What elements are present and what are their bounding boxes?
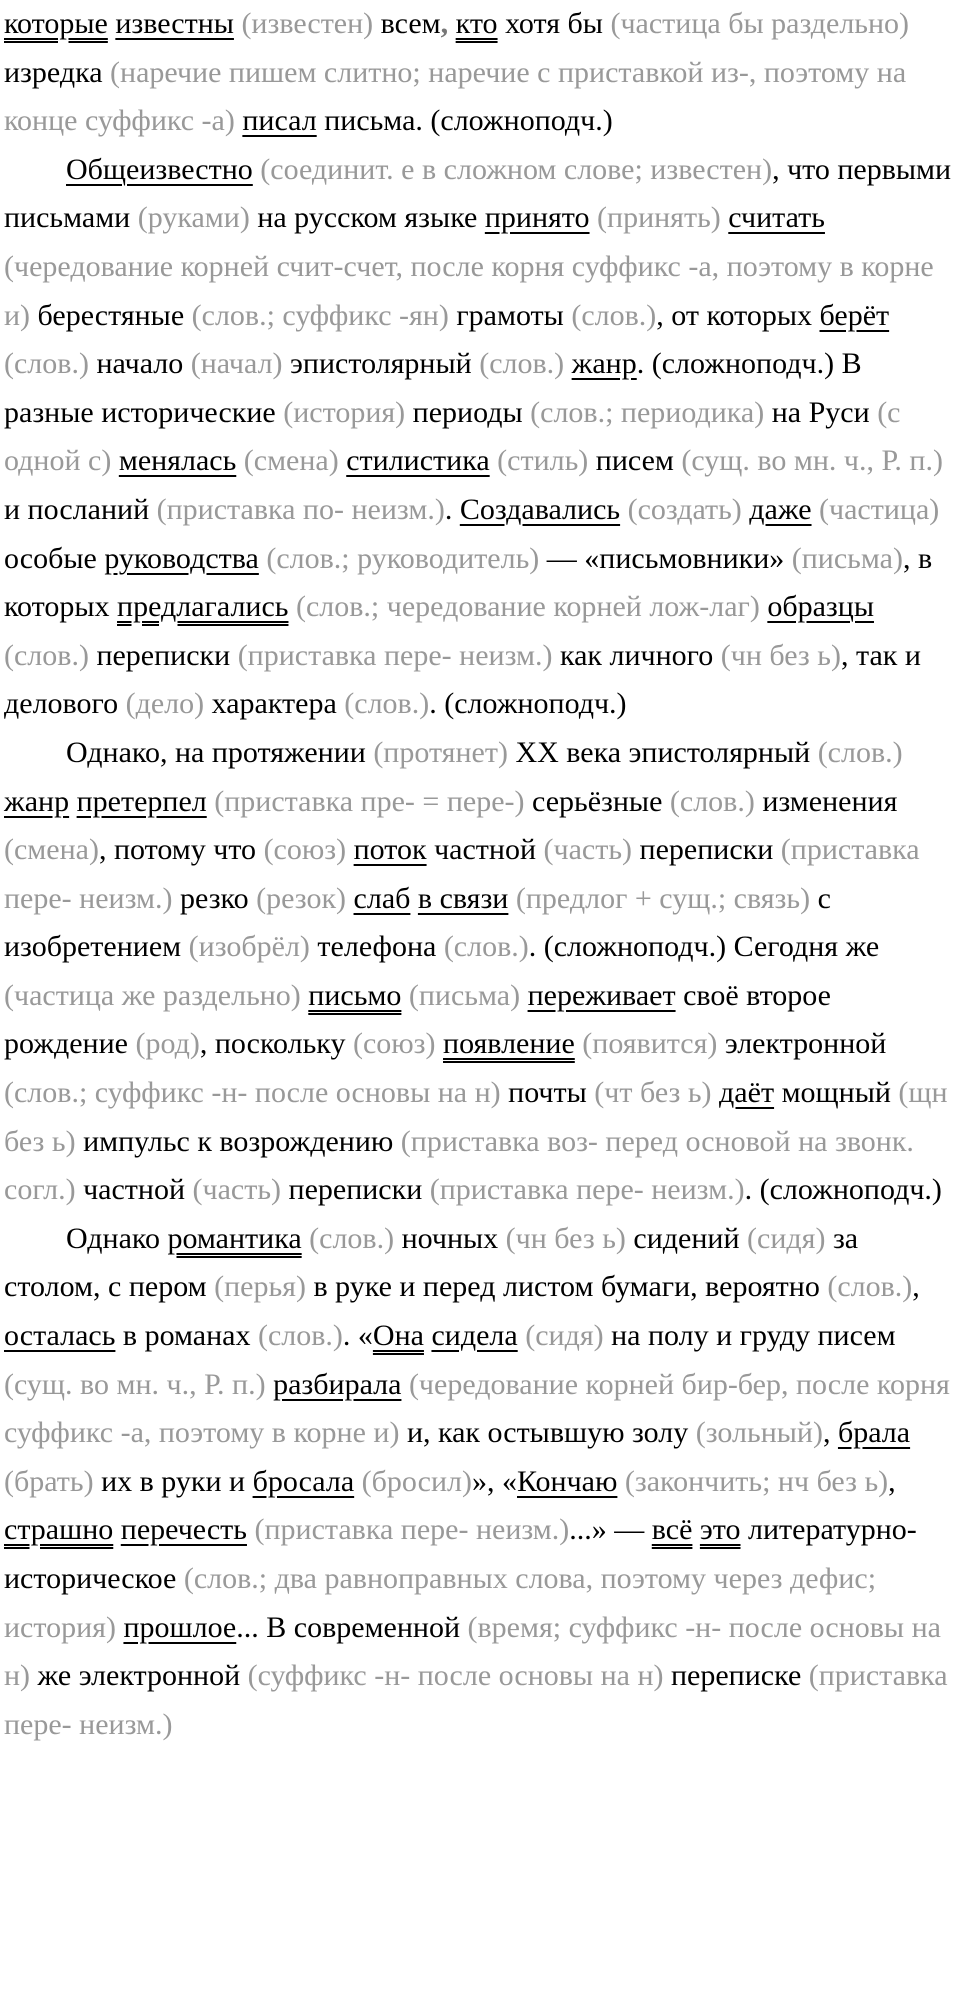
note: (частица) xyxy=(819,492,940,526)
text-run xyxy=(236,444,244,477)
text-run: импульс к возрождению xyxy=(75,1124,401,1158)
text-run: частной xyxy=(426,833,544,867)
note: (слов.) xyxy=(571,298,657,332)
note: (руками) xyxy=(137,201,250,235)
text-run xyxy=(288,590,296,623)
note: (слов.; суффикс -н- после основы на н) xyxy=(4,1076,501,1110)
underlined-word: писал xyxy=(242,104,317,138)
underlined-word: переживает xyxy=(527,978,676,1012)
note: (начал) xyxy=(190,347,283,381)
text-run: телефона xyxy=(309,930,444,964)
text-run: грамоты xyxy=(448,298,572,332)
text-run: в руке и перед листом бумаги, вероятно xyxy=(305,1270,828,1304)
text-run: сидений xyxy=(625,1221,748,1255)
note: (чт без ь) xyxy=(594,1076,712,1110)
text-run: за столом, с пером xyxy=(4,1221,859,1304)
text-run: серьёзные xyxy=(524,784,670,818)
underlined-word: претерпел xyxy=(76,784,207,818)
note: (сущ. во мн. ч., Р. п.) xyxy=(4,1367,266,1401)
text-run: почты xyxy=(500,1076,595,1110)
note: (история) xyxy=(283,395,406,429)
text-run xyxy=(712,1076,720,1109)
double-underlined-word: романтика xyxy=(167,1221,302,1255)
text-run: на русском языке xyxy=(249,201,485,235)
note: (приставка пере- неизм.) xyxy=(4,1659,948,1741)
note: (время; суффикс -н- после основы на н) xyxy=(4,1610,941,1693)
text-run: на полу и груду писем xyxy=(603,1319,896,1353)
note: (появится) xyxy=(582,1027,718,1061)
text-run: . (сложноподч.) xyxy=(429,687,627,721)
note: (принять) xyxy=(597,201,721,235)
double-underlined-word: всё xyxy=(651,1513,693,1547)
note: (известен) xyxy=(241,7,374,40)
note: (слов.) xyxy=(827,1270,913,1304)
text-run: же электронной xyxy=(30,1659,248,1693)
underlined-word: осталась xyxy=(4,1319,116,1353)
text-run xyxy=(401,979,409,1012)
note: (частица же раздельно) xyxy=(4,978,301,1012)
note: (письма) xyxy=(791,541,903,575)
double-underlined-word: появление xyxy=(443,1027,575,1061)
note: (слов.) xyxy=(257,1319,343,1353)
note: (слов.; два равноправных слова, поэтому через дефис; история) xyxy=(4,1562,877,1644)
underlined-word: Кончаю xyxy=(517,1464,618,1498)
note: (частица бы раздельно) xyxy=(610,7,910,40)
note: (наречие пишем слитно; наречие с приставкой из-, поэтому на конце суффикс -а) xyxy=(4,55,907,138)
text-run: письма. (сложноподч.) xyxy=(316,104,613,138)
note: (сидя) xyxy=(525,1319,604,1353)
text-run: литературно-историческое xyxy=(4,1513,917,1595)
text-run: переписки xyxy=(632,833,781,867)
note: (приставка пре- = пере-) xyxy=(214,784,525,818)
text-run: . (сложноподч.) xyxy=(744,1173,942,1207)
note: (часть) xyxy=(543,833,633,867)
text-run xyxy=(692,1513,700,1546)
punct-mark: , xyxy=(440,7,449,40)
note: (протянет) xyxy=(373,735,508,769)
underlined-word: поток xyxy=(353,833,427,867)
text-run: — «письмовники» xyxy=(539,541,792,575)
underlined-word: жанр xyxy=(571,347,637,381)
note: (слов.; суффикс -ян) xyxy=(191,298,449,332)
text-run: всем xyxy=(373,7,441,40)
text-run: своё второе рождение xyxy=(4,978,831,1061)
text-run: с изобретением xyxy=(4,881,831,964)
note: (слов.) xyxy=(4,638,89,672)
text-run: мощный xyxy=(774,1076,899,1110)
text-run: , от которых xyxy=(656,298,820,332)
text-run xyxy=(401,1368,409,1401)
text-run xyxy=(508,882,516,915)
underlined-word: даже xyxy=(749,492,812,526)
underlined-word: известны xyxy=(115,7,234,40)
text-run: переписки xyxy=(281,1173,430,1207)
note: (дело) xyxy=(125,687,205,721)
underlined-word: Общеизвестно xyxy=(66,152,253,186)
note: (приставка по- неизм.) xyxy=(156,492,445,526)
note: (щн без ь) xyxy=(4,1076,948,1158)
underlined-word: руководства xyxy=(104,541,259,575)
text-run xyxy=(448,7,456,40)
text-run: переписке xyxy=(663,1659,809,1693)
text-run: как личного xyxy=(552,638,721,672)
underlined-word: сидела xyxy=(431,1319,518,1353)
text-run xyxy=(346,833,354,866)
text-run xyxy=(590,201,598,234)
note: (закончить; нч без ь) xyxy=(624,1464,889,1498)
note: (чередование корней счит-счет, после корня суффикс -а, поэтому в корне и) xyxy=(4,249,934,332)
note: (смена) xyxy=(243,444,339,478)
text-run xyxy=(354,1465,362,1498)
text-run: . xyxy=(444,492,460,526)
text-run: и посланий xyxy=(4,492,157,526)
text-run: их в руки и xyxy=(93,1464,253,1498)
text-run xyxy=(617,1465,625,1498)
text-run xyxy=(436,1027,444,1060)
text-run xyxy=(410,882,418,915)
underlined-word: перечесть xyxy=(120,1513,247,1547)
text-run: и, как остывшую золу xyxy=(399,1416,696,1450)
text-run: особые xyxy=(4,541,105,575)
underlined-word: даёт xyxy=(719,1076,775,1110)
text-run: , поскольку xyxy=(199,1027,353,1061)
text-run xyxy=(520,979,528,1012)
note: (слов.; чередование корней лож-лаг) xyxy=(295,590,760,624)
note: (союз) xyxy=(263,833,347,867)
underlined-word: прошлое xyxy=(123,1610,237,1644)
underlined-word: стилистика xyxy=(346,444,490,478)
note: (слов.) xyxy=(4,347,89,381)
text-run: , что первыми письмами xyxy=(4,152,952,235)
note: (приставка пере- неизм.) xyxy=(4,833,920,915)
text-run: в романах xyxy=(115,1319,258,1353)
text-run: изредка xyxy=(4,55,111,89)
note: (приставка воз- перед основой на звонк. согл.) xyxy=(4,1124,914,1207)
text-run xyxy=(113,1513,121,1546)
text-run xyxy=(266,1368,274,1401)
underlined-word: жанр xyxy=(4,784,70,818)
underlined-word: разбирала xyxy=(273,1367,402,1401)
note: (стиль) xyxy=(497,444,589,478)
double-underlined-word: Она xyxy=(372,1319,424,1353)
note: (смена) xyxy=(4,833,99,867)
note: (перья) xyxy=(214,1270,306,1304)
text-run xyxy=(812,493,820,526)
underlined-word: считать xyxy=(728,201,825,235)
underlined-word: в связи xyxy=(417,881,509,915)
note: (письма) xyxy=(408,978,521,1012)
text-run: характера xyxy=(204,687,345,721)
text-run: писем xyxy=(588,444,682,478)
note: (с одной с) xyxy=(4,395,901,478)
text-run: . « xyxy=(342,1319,373,1353)
text-run: Однако xyxy=(66,1221,168,1255)
text-run: эпистолярный xyxy=(282,347,480,381)
text-run: на Руси xyxy=(764,395,878,429)
text-run xyxy=(111,444,119,477)
note: (чн без ь) xyxy=(720,638,841,672)
text-run: частной xyxy=(75,1173,193,1207)
double-underlined-word: это xyxy=(699,1513,741,1547)
note: (резок) xyxy=(256,881,347,915)
text-run: ... В современной xyxy=(236,1610,468,1644)
paragraph-4 xyxy=(4,1215,954,1750)
text-run xyxy=(69,785,77,818)
text-run: , потому что xyxy=(98,833,264,867)
text-run: , xyxy=(888,1464,896,1498)
note: (слов.) xyxy=(443,930,529,964)
text-run: изменения xyxy=(754,784,898,818)
text-run: , в которых xyxy=(4,541,933,624)
note: (часть) xyxy=(192,1173,282,1207)
paragraph-1 xyxy=(4,0,954,146)
underlined-word: менялась xyxy=(118,444,237,478)
note: (приставка пере- неизм.) xyxy=(429,1173,745,1207)
note: (создать) xyxy=(627,492,742,526)
note: (изобрёл) xyxy=(188,930,310,964)
note: (слов.) xyxy=(669,784,755,818)
note: (слов.) xyxy=(479,347,565,381)
text-run: резко xyxy=(172,881,257,915)
text-run: », « xyxy=(472,1464,517,1498)
note: (слов.; руководитель) xyxy=(266,541,540,575)
note: (брать) xyxy=(4,1464,94,1498)
text-run: периоды xyxy=(405,395,531,429)
text-run: . (сложноподч.) Сегодня же xyxy=(528,930,880,964)
text-run xyxy=(620,493,628,526)
text-run: берестяные xyxy=(30,298,192,332)
note: (союз) xyxy=(352,1027,436,1061)
text-run: , xyxy=(912,1270,920,1304)
note: (соединит. е в сложном слове; известен) xyxy=(260,152,773,186)
paragraph-3 xyxy=(4,729,954,1215)
text-run: , xyxy=(822,1416,838,1450)
note: (чередование корней бир-бер, после корня суффикс -а, поэтому в корне и) xyxy=(4,1367,950,1450)
note: (слов.) xyxy=(309,1221,395,1255)
double-underlined-word: кто xyxy=(455,7,498,40)
underlined-word: бросала xyxy=(252,1464,355,1498)
underlined-word: слаб xyxy=(353,881,411,915)
note: (зольный) xyxy=(695,1416,823,1450)
note: (слов.; периодика) xyxy=(530,395,765,429)
text-run: Однако, на протяжении xyxy=(66,735,374,769)
note: (бросил) xyxy=(361,1464,472,1498)
underlined-word: принято xyxy=(484,201,590,235)
text-run: . (сложноподч.) В разные исторические xyxy=(4,347,862,429)
text-run: начало xyxy=(88,347,191,381)
note: (приставка пере- неизм.) xyxy=(254,1513,570,1547)
note: (суффикс -н- после основы на н) xyxy=(247,1659,664,1693)
underlined-word: брала xyxy=(837,1416,911,1450)
note: (слов.) xyxy=(817,735,903,769)
text-run: ночных xyxy=(394,1221,506,1255)
text-run: , так и делового xyxy=(4,638,921,721)
note: (род) xyxy=(135,1027,200,1061)
double-underlined-word: предлагались xyxy=(117,590,289,624)
text-run: электронной xyxy=(717,1027,887,1061)
note: (слов.) xyxy=(344,687,430,721)
text-run: ...» — xyxy=(569,1513,652,1547)
double-underlined-word: которые xyxy=(4,7,108,40)
text-run: XX века эпистолярный xyxy=(507,735,818,769)
double-underlined-word: письмо xyxy=(308,978,402,1012)
underlined-word: Создавались xyxy=(459,492,621,526)
note: (сущ. во мн. ч., Р. п.) xyxy=(681,444,943,478)
note: (чн без ь) xyxy=(505,1221,626,1255)
text-run xyxy=(564,347,572,380)
note: (сидя) xyxy=(747,1221,826,1255)
note: (приставка пере- неизм.) xyxy=(237,638,553,672)
text-run: хотя бы xyxy=(497,7,611,40)
double-underlined-word: страшно xyxy=(4,1513,114,1547)
note: (предлог + сущ.; связь) xyxy=(515,881,811,915)
text-run: переписки xyxy=(88,638,238,672)
underlined-word: образцы xyxy=(767,590,874,624)
paragraph-2 xyxy=(4,146,954,729)
text-run xyxy=(346,882,354,915)
underlined-word: берёт xyxy=(819,298,890,332)
